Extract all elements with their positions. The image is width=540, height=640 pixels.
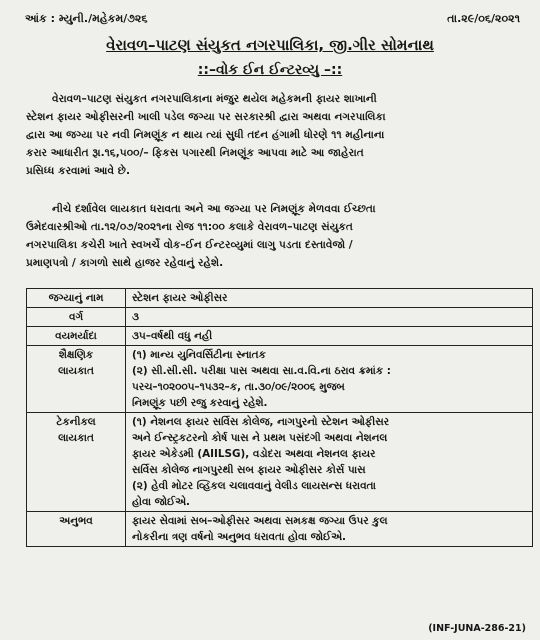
value-text: સ્ટેશન ફાયર ઓફીસર — [132, 292, 228, 304]
table-row — [27, 327, 533, 346]
footer-code: (INF-JUNA-286-21) — [428, 623, 526, 634]
row-label — [27, 512, 126, 547]
para-line: કરાર આધારીત રૂા.૧૬,૫૦૦/– ફિકસ પગારથી નિમણૂંક આપવા માટે આ જાહેરાત — [26, 147, 364, 159]
label-text: લાયકાત — [58, 432, 94, 444]
row-label — [27, 308, 126, 327]
label-text: વયમર્યાદા — [55, 330, 97, 342]
value-text: નોકરીના ત્રણ વર્ષનો અનુભવ ધરાવતા હોવા જોઈએ. — [132, 531, 346, 543]
row-value — [126, 346, 533, 413]
value-text: (૧) નેશનલ ફાયર સર્વિસ કોલેજ, નાગપુરનો સ્ટેશન ઓફીસર — [132, 416, 389, 428]
para-line: દ્વારા આ જગ્યા પર નવી નિમણૂંક ન થાય ત્યાં સુધી તદન હંગામી ધોરણે ૧૧ મહીનાના — [26, 129, 385, 141]
para-line: નીચે દર્શાવેલ લાયકાત ધરાવતા અને આ જગ્યા પર નિમણૂંક મેળવવા ઈચ્છતા — [52, 203, 376, 215]
row-label — [27, 327, 126, 346]
value-text: નિમણૂંક પછી રજુ કરવાનું રહેશે. — [132, 397, 268, 409]
row-label — [27, 346, 126, 413]
label-text: જગ્યાનું નામ — [48, 292, 104, 304]
table-row — [27, 413, 533, 512]
value-text: ૩ — [132, 311, 139, 323]
value-text: ૩૫–વર્ષથી વધુ નહી — [132, 330, 213, 342]
row-value — [126, 308, 533, 327]
header-row — [25, 12, 520, 30]
notice-date: તા.૨૯/૦૬/૨૦૨૧ — [447, 12, 520, 25]
instruction-paragraph — [26, 200, 520, 286]
value-text: (૨) સી.સી.સી. પરીક્ષા પાસ અથવા સા.વ.વિ.ના ઠરાવ ક્રમાંક : — [132, 365, 391, 377]
value-text: ફાયર એકેડમી (AIILSG), વડોદરા અથવા નેશનલ ફાયર — [132, 448, 376, 460]
label-text: લાયકાત — [58, 365, 94, 377]
para-line: સ્ટેશન ફાયર ઓફીસરની ખાલી પડેલ જગ્યા પર સરકારશ્રી દ્વારા અથવા નગરપાલિકા — [26, 111, 386, 123]
value-text: પરચ–૧૦૨૦૦૫–૧૫૩૨–ક, તા.૩૦/૦૯/૨૦૦૬ મુજબ — [132, 381, 345, 393]
intro-paragraph — [26, 90, 520, 198]
notice-subtitle: ::–વોક ઈન ઈન્ટરવ્યુ –:: — [197, 62, 343, 78]
label-text: ટેકનીકલ — [56, 416, 96, 428]
para-line: નગરપાલિકા કચેરી ખાતે સ્વખર્ચે વોક–ઈન ઈન્ટરવ્યુમાં લાગુ પડતા દસ્તાવેજો / — [26, 239, 353, 251]
value-text: અને ઈન્સ્ટ્રકટરનો કોર્ષ પાસ ને પ્રથમ પસંદગી અથવા નેશનલ — [132, 432, 388, 444]
value-text: (૨) હેવી મોટર વ્હિકલ ચલાવવાનું વેલીડ લાયસન્સ ધરાવતા — [132, 480, 376, 492]
value-text: ફાયર સેવામાં સબ–ઓફીસર અથવા સમકક્ષ જગ્યા ઉપર કુલ — [132, 515, 388, 527]
row-label — [27, 289, 126, 308]
table-row — [27, 512, 533, 547]
row-value — [126, 512, 533, 547]
para-line: ઉમેદવારશ્રીઓ તા.૧૨/૦૭/૨૦૨૧ના રોજ ૧૧:૦૦ કલાકે વેરાવળ–પાટણ સંયુકત — [26, 221, 353, 233]
notice-title: વેરાવળ–પાટણ સંયુકત નગરપાલિકા, જી.ગીર સોમનાથ — [106, 36, 434, 54]
table-row — [27, 289, 533, 308]
qualification-table — [26, 288, 533, 547]
value-text: (૧) માન્ય યુનિવર્સિટીના સ્નાતક — [132, 349, 266, 361]
para-line: પ્રમાણપત્રો / કાગળો સાથે હાજર રહેવાનું રહેશે. — [26, 257, 224, 269]
table-row — [27, 346, 533, 413]
value-text: હોવા જોઈએ. — [132, 496, 190, 508]
value-text: સર્વિસ કોલેજ નાગપુરથી સબ ફાયર ઓફીસર કોર્સ પાસ — [132, 464, 366, 476]
table-row — [27, 308, 533, 327]
row-value — [126, 413, 533, 512]
row-value — [126, 327, 533, 346]
row-label — [27, 413, 126, 512]
label-text: અનુભવ — [59, 515, 93, 527]
para-line: પ્રસિધ્ધ કરવામાં આવે છે. — [26, 165, 130, 177]
row-value — [126, 289, 533, 308]
label-text: શૈક્ષણિક — [58, 349, 94, 361]
reference-number: આંક : મ્યુની./મહેકમ/૭૨૬ — [25, 12, 148, 25]
para-line: વેરાવળ–પાટણ સંયુકત નગરપાલિકાના મંજુર થયેલ મહેકમની ફાયર શાખાની — [52, 93, 377, 105]
label-text: વર્ગ — [68, 311, 84, 323]
